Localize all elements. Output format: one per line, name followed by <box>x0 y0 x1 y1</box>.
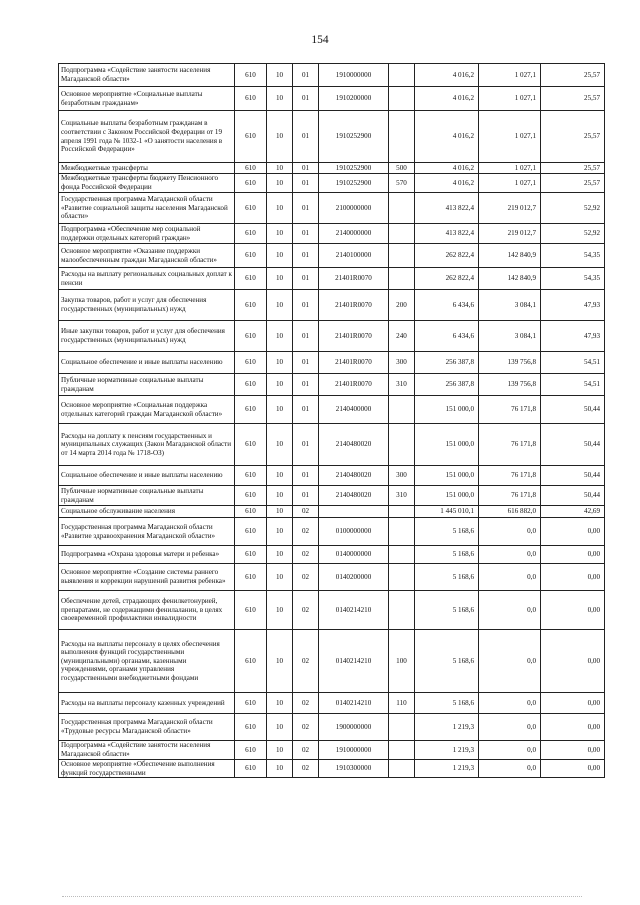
cell-pct: 0,00 <box>541 591 605 630</box>
cell-pct: 50,44 <box>541 486 605 506</box>
cell-pct: 47,93 <box>541 290 605 321</box>
cell-pr: 01 <box>293 352 319 374</box>
cell-ved: 610 <box>235 374 267 396</box>
cell-fact: 76 171,8 <box>479 396 541 424</box>
table-row <box>59 396 605 424</box>
cell-vr <box>389 506 415 518</box>
cell-pct: 54,35 <box>541 244 605 268</box>
cell-name: Межбюджетные трансферты бюджету Пенсионного фонда Российской Федерации <box>59 174 235 193</box>
cell-plan: 6 434,6 <box>415 290 479 321</box>
cell-vr: 100 <box>389 630 415 693</box>
cell-rz: 10 <box>267 486 293 506</box>
cell-fact: 219 012,7 <box>479 224 541 244</box>
cell-rz: 10 <box>267 741 293 760</box>
cell-plan: 4 016,2 <box>415 64 479 87</box>
cell-pr: 01 <box>293 374 319 396</box>
cell-ved: 610 <box>235 174 267 193</box>
cell-csr: 21401R0070 <box>319 374 389 396</box>
cell-vr <box>389 244 415 268</box>
cell-pct: 54,51 <box>541 352 605 374</box>
table-row <box>59 564 605 591</box>
table-row <box>59 321 605 352</box>
cell-pct: 0,00 <box>541 518 605 546</box>
cell-vr: 240 <box>389 321 415 352</box>
cell-fact: 0,0 <box>479 564 541 591</box>
cell-vr <box>389 518 415 546</box>
cell-rz: 10 <box>267 714 293 741</box>
cell-plan: 413 822,4 <box>415 224 479 244</box>
cell-pct: 50,44 <box>541 424 605 466</box>
cell-name: Социальное обслуживание населения <box>59 506 235 518</box>
cell-pct: 0,00 <box>541 564 605 591</box>
cell-fact: 142 840,9 <box>479 244 541 268</box>
table-row <box>59 374 605 396</box>
cell-csr: 2140100000 <box>319 244 389 268</box>
cell-rz: 10 <box>267 193 293 224</box>
cell-pr: 01 <box>293 174 319 193</box>
cell-csr: 2140400000 <box>319 396 389 424</box>
cell-vr: 300 <box>389 466 415 486</box>
cell-pr: 01 <box>293 163 319 174</box>
cell-fact: 139 756,8 <box>479 374 541 396</box>
cell-pct: 52,92 <box>541 193 605 224</box>
cell-vr <box>389 224 415 244</box>
cell-pr: 01 <box>293 290 319 321</box>
cell-pr: 02 <box>293 760 319 778</box>
table-row <box>59 224 605 244</box>
cell-fact: 76 171,8 <box>479 466 541 486</box>
cell-pct: 0,00 <box>541 693 605 714</box>
cell-pct: 52,92 <box>541 224 605 244</box>
cell-fact: 0,0 <box>479 760 541 778</box>
cell-plan: 5 168,6 <box>415 693 479 714</box>
cell-rz: 10 <box>267 506 293 518</box>
cell-pct: 42,69 <box>541 506 605 518</box>
cell-csr: 1910200000 <box>319 87 389 111</box>
cell-pct: 0,00 <box>541 630 605 693</box>
cell-plan: 1 219,3 <box>415 741 479 760</box>
cell-fact: 139 756,8 <box>479 352 541 374</box>
cell-plan: 413 822,4 <box>415 193 479 224</box>
cell-csr: 1910252900 <box>319 111 389 163</box>
cell-pct: 25,57 <box>541 111 605 163</box>
cell-rz: 10 <box>267 290 293 321</box>
cell-pr: 01 <box>293 321 319 352</box>
cell-ved: 610 <box>235 290 267 321</box>
cell-rz: 10 <box>267 352 293 374</box>
cell-plan: 151 000,0 <box>415 486 479 506</box>
cell-ved: 610 <box>235 224 267 244</box>
cell-ved: 610 <box>235 591 267 630</box>
cell-csr: 21401R0070 <box>319 321 389 352</box>
cell-rz: 10 <box>267 564 293 591</box>
cell-csr: 2140000000 <box>319 224 389 244</box>
cell-name: Основное мероприятие «Социальные выплаты безработным гражданам» <box>59 87 235 111</box>
cell-name: Расходы на выплату региональных социальных доплат к пенсии <box>59 268 235 290</box>
cell-name: Социальные выплаты безработным гражданам в соответствии с Законом Российской Федерации от 19 апреля 1991 года № 1032-1 «О занятости населения в Российской Федерации» <box>59 111 235 163</box>
cell-ved: 610 <box>235 193 267 224</box>
cell-csr: 0140214210 <box>319 693 389 714</box>
cell-plan: 5 168,6 <box>415 546 479 564</box>
cell-csr: 1910252900 <box>319 163 389 174</box>
cell-ved: 610 <box>235 111 267 163</box>
cell-ved: 610 <box>235 87 267 111</box>
cell-csr: 0140200000 <box>319 564 389 591</box>
cell-csr: 1900000000 <box>319 714 389 741</box>
cell-pct: 54,51 <box>541 374 605 396</box>
cell-vr: 310 <box>389 374 415 396</box>
cell-fact: 1 027,1 <box>479 174 541 193</box>
cell-name: Подпрограмма «Обеспечение мер социальной поддержки отдельных категорий граждан» <box>59 224 235 244</box>
cell-pct: 0,00 <box>541 546 605 564</box>
cell-fact: 3 084,1 <box>479 290 541 321</box>
cell-name: Обеспечение детей, страдающих фенилкетонурией, препаратами, не содержащими фенилаланин, в целях своевременной профилактики инвалидности <box>59 591 235 630</box>
cell-pr: 01 <box>293 486 319 506</box>
cell-pct: 50,44 <box>541 466 605 486</box>
cell-ved: 610 <box>235 741 267 760</box>
cell-vr: 110 <box>389 693 415 714</box>
cell-rz: 10 <box>267 518 293 546</box>
cell-pct: 47,93 <box>541 321 605 352</box>
cell-csr: 0140214210 <box>319 591 389 630</box>
scan-artifact-line <box>62 896 582 898</box>
cell-name: Расходы на доплату к пенсиям государственных и муниципальных служащих (Закон Магаданской области от 14 марта 2014 года № 1718-ОЗ) <box>59 424 235 466</box>
table-row <box>59 760 605 778</box>
table-row <box>59 87 605 111</box>
cell-pr: 02 <box>293 518 319 546</box>
table-row <box>59 424 605 466</box>
cell-plan: 5 168,6 <box>415 630 479 693</box>
cell-pct: 25,57 <box>541 64 605 87</box>
cell-pct: 0,00 <box>541 760 605 778</box>
cell-pr: 02 <box>293 630 319 693</box>
cell-vr <box>389 64 415 87</box>
cell-rz: 10 <box>267 760 293 778</box>
cell-ved: 610 <box>235 466 267 486</box>
cell-rz: 10 <box>267 244 293 268</box>
table-row <box>59 174 605 193</box>
cell-ved: 610 <box>235 424 267 466</box>
cell-fact: 219 012,7 <box>479 193 541 224</box>
cell-plan: 256 387,8 <box>415 352 479 374</box>
cell-vr: 500 <box>389 163 415 174</box>
cell-plan: 5 168,6 <box>415 564 479 591</box>
cell-fact: 0,0 <box>479 714 541 741</box>
cell-pct: 25,57 <box>541 174 605 193</box>
cell-plan: 262 822,4 <box>415 244 479 268</box>
cell-fact: 76 171,8 <box>479 486 541 506</box>
cell-ved: 610 <box>235 693 267 714</box>
cell-fact: 616 882,0 <box>479 506 541 518</box>
cell-csr: 0140214210 <box>319 630 389 693</box>
table-row <box>59 741 605 760</box>
cell-vr <box>389 111 415 163</box>
cell-pr: 02 <box>293 546 319 564</box>
cell-csr: 0140000000 <box>319 546 389 564</box>
cell-pr: 01 <box>293 424 319 466</box>
cell-name: Публичные нормативные социальные выплаты гражданам <box>59 486 235 506</box>
cell-name: Расходы на выплаты персоналу казенных учреждений <box>59 693 235 714</box>
cell-plan: 256 387,8 <box>415 374 479 396</box>
cell-ved: 610 <box>235 546 267 564</box>
cell-plan: 151 000,0 <box>415 466 479 486</box>
cell-pr: 02 <box>293 591 319 630</box>
cell-pct: 25,57 <box>541 163 605 174</box>
cell-fact: 1 027,1 <box>479 163 541 174</box>
cell-rz: 10 <box>267 466 293 486</box>
cell-rz: 10 <box>267 546 293 564</box>
cell-ved: 610 <box>235 518 267 546</box>
cell-vr: 300 <box>389 352 415 374</box>
cell-ved: 610 <box>235 268 267 290</box>
cell-plan: 5 168,6 <box>415 518 479 546</box>
cell-ved: 610 <box>235 564 267 591</box>
table-row <box>59 352 605 374</box>
cell-fact: 1 027,1 <box>479 111 541 163</box>
cell-vr: 310 <box>389 486 415 506</box>
cell-vr <box>389 396 415 424</box>
table-row <box>59 518 605 546</box>
cell-rz: 10 <box>267 591 293 630</box>
cell-name: Государственная программа Магаданской области «Развитие социальной защиты населения Магаданской области» <box>59 193 235 224</box>
cell-rz: 10 <box>267 87 293 111</box>
cell-csr: 21401R0070 <box>319 290 389 321</box>
cell-plan: 5 168,6 <box>415 591 479 630</box>
cell-pct: 54,35 <box>541 268 605 290</box>
cell-fact: 0,0 <box>479 546 541 564</box>
cell-csr: 2140480020 <box>319 424 389 466</box>
cell-vr <box>389 591 415 630</box>
cell-ved: 610 <box>235 630 267 693</box>
cell-name: Государственная программа Магаданской области «Развитие здравоохранения Магаданской области» <box>59 518 235 546</box>
cell-plan: 151 000,0 <box>415 396 479 424</box>
cell-vr <box>389 760 415 778</box>
cell-plan: 4 016,2 <box>415 111 479 163</box>
table-row <box>59 546 605 564</box>
table-row <box>59 714 605 741</box>
cell-rz: 10 <box>267 224 293 244</box>
cell-pr: 01 <box>293 466 319 486</box>
cell-csr: 0100000000 <box>319 518 389 546</box>
cell-name: Государственная программа Магаданской области «Трудовые ресурсы Магаданской области» <box>59 714 235 741</box>
table-row <box>59 506 605 518</box>
cell-pr: 01 <box>293 244 319 268</box>
cell-pct: 0,00 <box>541 714 605 741</box>
cell-vr <box>389 741 415 760</box>
cell-plan: 1 219,3 <box>415 714 479 741</box>
page-number: 154 <box>311 34 329 46</box>
table-row <box>59 693 605 714</box>
cell-name: Межбюджетные трансферты <box>59 163 235 174</box>
cell-csr: 21401R0070 <box>319 352 389 374</box>
table-row <box>59 466 605 486</box>
cell-ved: 610 <box>235 321 267 352</box>
cell-fact: 0,0 <box>479 741 541 760</box>
cell-rz: 10 <box>267 111 293 163</box>
cell-vr <box>389 87 415 111</box>
cell-vr <box>389 564 415 591</box>
table-row <box>59 268 605 290</box>
cell-fact: 1 027,1 <box>479 64 541 87</box>
cell-rz: 10 <box>267 163 293 174</box>
cell-pr: 02 <box>293 564 319 591</box>
cell-ved: 610 <box>235 714 267 741</box>
cell-pr: 02 <box>293 714 319 741</box>
cell-plan: 151 000,0 <box>415 424 479 466</box>
table-row <box>59 486 605 506</box>
table-row <box>59 630 605 693</box>
cell-name: Расходы на выплаты персоналу в целях обеспечения выполнения функций государственными (муниципальными) органами, казенными учреждениями, органами управления государственными внебюджетными фондами <box>59 630 235 693</box>
cell-vr <box>389 193 415 224</box>
cell-vr <box>389 546 415 564</box>
cell-rz: 10 <box>267 64 293 87</box>
cell-pr: 01 <box>293 87 319 111</box>
cell-rz: 10 <box>267 630 293 693</box>
cell-vr: 570 <box>389 174 415 193</box>
cell-rz: 10 <box>267 268 293 290</box>
cell-csr: 2100000000 <box>319 193 389 224</box>
cell-fact: 0,0 <box>479 518 541 546</box>
cell-ved: 610 <box>235 396 267 424</box>
cell-csr: 1910000000 <box>319 741 389 760</box>
cell-csr: 1910252900 <box>319 174 389 193</box>
cell-name: Социальное обеспечение и иные выплаты населению <box>59 352 235 374</box>
cell-plan: 4 016,2 <box>415 174 479 193</box>
cell-name: Иные закупки товаров, работ и услуг для обеспечения государственных (муниципальных) нужд <box>59 321 235 352</box>
cell-fact: 0,0 <box>479 630 541 693</box>
cell-vr <box>389 714 415 741</box>
cell-plan: 1 219,3 <box>415 760 479 778</box>
cell-pct: 0,00 <box>541 741 605 760</box>
table-row <box>59 193 605 224</box>
cell-csr: 2140480020 <box>319 466 389 486</box>
cell-ved: 610 <box>235 760 267 778</box>
cell-ved: 610 <box>235 352 267 374</box>
cell-fact: 3 084,1 <box>479 321 541 352</box>
cell-pr: 01 <box>293 268 319 290</box>
cell-vr <box>389 424 415 466</box>
cell-plan: 6 434,6 <box>415 321 479 352</box>
cell-name: Основное мероприятие «Социальная поддержка отдельных категорий граждан Магаданской области» <box>59 396 235 424</box>
cell-rz: 10 <box>267 424 293 466</box>
cell-pr: 01 <box>293 224 319 244</box>
table-row <box>59 163 605 174</box>
cell-pr: 02 <box>293 693 319 714</box>
cell-ved: 610 <box>235 244 267 268</box>
table-row <box>59 290 605 321</box>
cell-ved: 610 <box>235 163 267 174</box>
cell-name: Основное мероприятие «Оказание поддержки малообеспеченным граждан Магаданской области» <box>59 244 235 268</box>
budget-table <box>58 63 605 778</box>
cell-name: Подпрограмма «Содействие занятости населения Магаданской области» <box>59 741 235 760</box>
cell-plan: 4 016,2 <box>415 163 479 174</box>
cell-pct: 25,57 <box>541 87 605 111</box>
table-row <box>59 64 605 87</box>
cell-name: Публичные нормативные социальные выплаты гражданам <box>59 374 235 396</box>
cell-plan: 262 822,4 <box>415 268 479 290</box>
cell-pr: 01 <box>293 396 319 424</box>
cell-name: Основное мероприятие «Создание системы раннего выявления и коррекции нарушений развития ребенка» <box>59 564 235 591</box>
cell-plan: 1 445 010,1 <box>415 506 479 518</box>
cell-rz: 10 <box>267 321 293 352</box>
cell-name: Подпрограмма «Охрана здоровья матери и ребенка» <box>59 546 235 564</box>
cell-pct: 50,44 <box>541 396 605 424</box>
cell-csr: 1910000000 <box>319 64 389 87</box>
cell-csr <box>319 506 389 518</box>
cell-csr: 1910300000 <box>319 760 389 778</box>
cell-vr <box>389 268 415 290</box>
cell-pr: 01 <box>293 193 319 224</box>
table-row <box>59 244 605 268</box>
cell-rz: 10 <box>267 693 293 714</box>
cell-pr: 01 <box>293 111 319 163</box>
table-row <box>59 111 605 163</box>
cell-fact: 142 840,9 <box>479 268 541 290</box>
cell-pr: 02 <box>293 741 319 760</box>
cell-fact: 1 027,1 <box>479 87 541 111</box>
cell-rz: 10 <box>267 174 293 193</box>
cell-name: Социальное обеспечение и иные выплаты населению <box>59 466 235 486</box>
cell-rz: 10 <box>267 374 293 396</box>
table-row <box>59 591 605 630</box>
cell-fact: 0,0 <box>479 693 541 714</box>
cell-csr: 21401R0070 <box>319 268 389 290</box>
cell-fact: 0,0 <box>479 591 541 630</box>
cell-pr: 01 <box>293 64 319 87</box>
cell-ved: 610 <box>235 486 267 506</box>
cell-name: Подпрограмма «Содействие занятости населения Магаданской области» <box>59 64 235 87</box>
cell-name: Закупка товаров, работ и услуг для обеспечения государственных (муниципальных) нужд <box>59 290 235 321</box>
cell-vr: 200 <box>389 290 415 321</box>
cell-ved: 610 <box>235 64 267 87</box>
cell-csr: 2140480020 <box>319 486 389 506</box>
cell-rz: 10 <box>267 396 293 424</box>
cell-ved: 610 <box>235 506 267 518</box>
cell-fact: 76 171,8 <box>479 424 541 466</box>
cell-name: Основное мероприятие «Обеспечение выполнения функций государственными <box>59 760 235 778</box>
cell-plan: 4 016,2 <box>415 87 479 111</box>
cell-pr: 02 <box>293 506 319 518</box>
